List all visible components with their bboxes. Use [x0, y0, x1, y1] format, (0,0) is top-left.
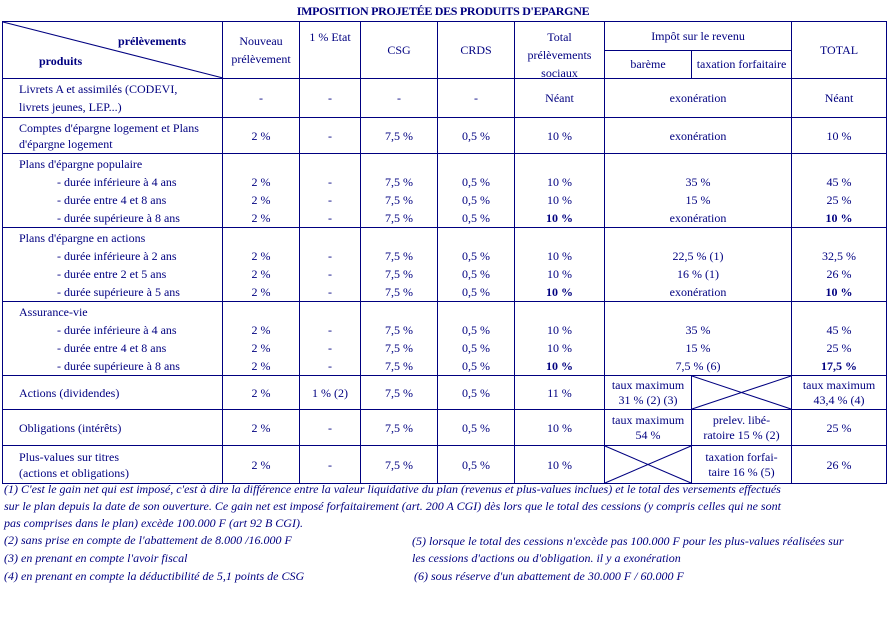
cell-total-sociaux: 10 % 10 % 10 % — [515, 154, 605, 228]
cell-csg: 7,5 % 7,5 % 7,5 % — [361, 228, 438, 302]
footnote-6: (6) sous réserve d'un abattement de 30.000 F / 60.000 F — [414, 569, 684, 583]
row-label: Assurance-vie - durée inférieure à 4 ans - durée entre 4 et 8 ans - durée supérieure à 8 ans — [3, 302, 223, 376]
cell-crds: 0,5 % — [438, 446, 515, 484]
cell-csg: 7,5 % 7,5 % 7,5 % — [361, 154, 438, 228]
cell-total: 26 % — [792, 446, 887, 484]
cell-total-sociaux: 10 % 10 % 10 % — [515, 302, 605, 376]
header-impot: Impôt sur le revenu — [605, 22, 792, 51]
footnote-2: (2) sans prise en compte de l'abattement de 8.000 /16.000 F — [4, 533, 292, 547]
cell-impot: 35 % 15 % 7,5 % (6) — [605, 302, 792, 376]
cell-nouveau: 2 % — [223, 446, 300, 484]
row-label: Livrets A et assimilés (CODEVI, livrets jeunes, LEP...) — [3, 79, 223, 118]
cell-nouveau: 2 % — [223, 376, 300, 410]
cell-total-sociaux: 10 % 10 % 10 % — [515, 228, 605, 302]
cell-total-sociaux: 10 % — [515, 410, 605, 446]
row-label: Plus-values sur titres (actions et obligations) — [3, 446, 223, 484]
cell-crds: 0,5 % — [438, 118, 515, 154]
header-total-sociaux: Total prélèvements sociaux — [515, 22, 605, 79]
cell-etat: - — [300, 446, 361, 484]
footnote-1: (1) C'est le gain net qui est imposé, c'est à dire la différence entre la valeur liquidative du plan (revenus et plus-values inclues) et le total des versements effectués sur le plan depuis la date de son ouverture. Ce gain net est imposé forfaitairement (art. 200 A CGI) dès lors que le total des cessions (y compris celles qui ne sont pas comprises dans le plan) excède 100.000 F (art 92 B CGI). — [4, 482, 781, 530]
cell-etat: - — [300, 118, 361, 154]
cell-etat: - - - — [300, 228, 361, 302]
footnote-4: (4) en prenant en compte la déductibilité de 5,1 points de CSG — [4, 569, 305, 583]
cell-total: Néant — [792, 79, 887, 118]
cell-etat: - - - — [300, 302, 361, 376]
footnote-3: (3) en prenant en compte l'avoir fiscal — [4, 551, 188, 565]
cell-nouveau: 2 % — [223, 118, 300, 154]
cell-impot: exonération — [605, 79, 792, 118]
cell-total: taux maximum 43,4 % (4) — [792, 376, 887, 410]
cell-total-sociaux: 11 % — [515, 376, 605, 410]
row-label: Plans d'épargne populaire - durée inférieure à 4 ans - durée entre 4 et 8 ans - durée supérieure à 8 ans — [3, 154, 223, 228]
corner-diagonal — [3, 22, 223, 78]
cell-csg: 7,5 % — [361, 410, 438, 446]
cell-impot: 35 % 15 % exonération — [605, 154, 792, 228]
cell-nouveau: 2 % — [223, 410, 300, 446]
cell-total-sociaux: Néant — [515, 79, 605, 118]
cell-nouveau: - — [223, 79, 300, 118]
cross-out-icon — [605, 446, 691, 483]
table-row — [3, 118, 887, 154]
cell-forfaitaire: prelev. libé- ratoire 15 % (2) — [692, 410, 792, 446]
cell-total-sociaux: 10 % — [515, 118, 605, 154]
cell-total: 45 % 25 % 10 % — [792, 154, 887, 228]
cell-etat: - — [300, 79, 361, 118]
header-corner — [3, 22, 223, 79]
tax-table — [2, 21, 887, 484]
cell-csg: 7,5 % — [361, 376, 438, 410]
cell-total: 10 % — [792, 118, 887, 154]
row-label: Actions (dividendes) — [3, 376, 223, 410]
header-nouveau: Nouveau prélèvement — [223, 22, 300, 79]
cell-nouveau: 2 % 2 % 2 % — [223, 228, 300, 302]
table-row — [3, 446, 887, 484]
cell-forfaitaire-empty — [692, 376, 792, 410]
cell-nouveau: 2 % 2 % 2 % — [223, 302, 300, 376]
page-title: IMPOSITION PROJETÉE DES PRODUITS D'EPARGNE — [296, 4, 590, 18]
table-row — [3, 410, 887, 446]
cross-out-icon — [692, 376, 791, 409]
cell-total: 32,5 % 26 % 10 % — [792, 228, 887, 302]
cell-bareme: taux maximum 31 % (2) (3) — [605, 376, 692, 410]
cell-crds: 0,5 % — [438, 376, 515, 410]
cell-csg: 7,5 % — [361, 446, 438, 484]
table-row — [3, 302, 887, 376]
cell-total: 25 % — [792, 410, 887, 446]
cell-bareme-empty — [605, 446, 692, 484]
row-label: Comptes d'épargne logement et Plans d'épargne logement — [3, 118, 223, 154]
header-etat: 1 % Etat — [300, 22, 361, 79]
cell-impot: 22,5 % (1) 16 % (1) exonération — [605, 228, 792, 302]
cell-crds: 0,5 % 0,5 % 0,5 % — [438, 228, 515, 302]
table-row — [3, 79, 887, 118]
cell-etat: 1 % (2) — [300, 376, 361, 410]
row-label: Obligations (intérêts) — [3, 410, 223, 446]
footnote-5: (5) lorsque le total des cessions n'excède pas 100.000 F pour les plus-values réalisées sur les cessions d'actions ou d'obligation. il y a exonération — [412, 534, 844, 565]
header-total: TOTAL — [792, 22, 887, 79]
cell-crds: - — [438, 79, 515, 118]
header-bareme: barème — [605, 50, 692, 79]
header-crds: CRDS — [438, 22, 515, 79]
cell-total: 45 % 25 % 17,5 % — [792, 302, 887, 376]
cell-crds: 0,5 % — [438, 410, 515, 446]
header-csg: CSG — [361, 22, 438, 79]
row-label: Plans d'épargne en actions - durée inférieure à 2 ans - durée entre 2 et 5 ans - durée supérieure à 5 ans — [3, 228, 223, 302]
cell-total-sociaux: 10 % — [515, 446, 605, 484]
header-forfaitaire: taxation forfaitaire — [692, 50, 792, 79]
cell-csg: 7,5 % — [361, 118, 438, 154]
table-row — [3, 376, 887, 410]
table-row — [3, 154, 887, 228]
header-prelevements: prélèvements — [118, 34, 186, 48]
cell-crds: 0,5 % 0,5 % 0,5 % — [438, 302, 515, 376]
cell-crds: 0,5 % 0,5 % 0,5 % — [438, 154, 515, 228]
cell-impot: exonération — [605, 118, 792, 154]
cell-etat: - - - — [300, 154, 361, 228]
cell-csg: - — [361, 79, 438, 118]
cell-csg: 7,5 % 7,5 % 7,5 % — [361, 302, 438, 376]
cell-nouveau: 2 % 2 % 2 % — [223, 154, 300, 228]
table-row — [3, 228, 887, 302]
cell-forfaitaire: taxation forfai- taire 16 % (5) — [692, 446, 792, 484]
header-produits: produits — [39, 54, 83, 68]
cell-bareme: taux maximum 54 % — [605, 410, 692, 446]
cell-etat: - — [300, 410, 361, 446]
